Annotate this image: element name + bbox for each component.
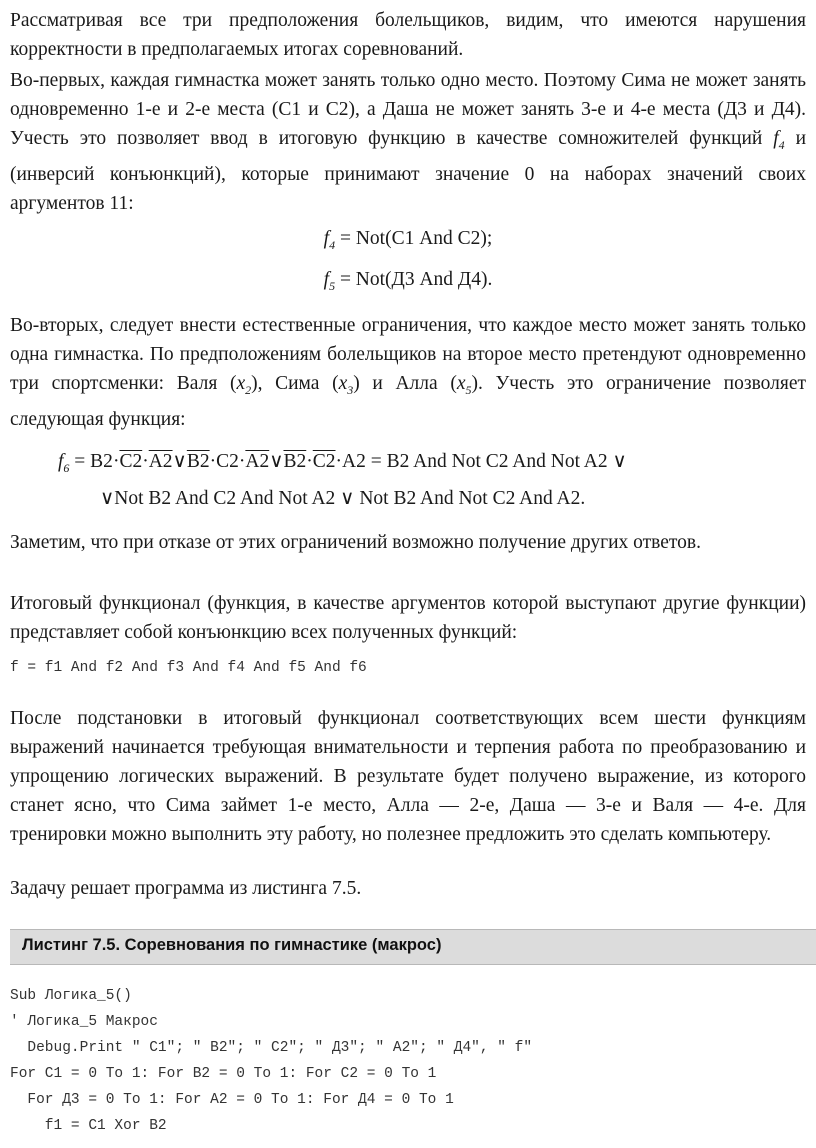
equation-f4: $f_4 = Not(С1$ And С2); xyxy=(323,228,493,252)
listing-title: Листинг 7.5. Соревнования по гимнастике (макрос) xyxy=(22,936,442,954)
code-line: f1 = C1 Xor B2 xyxy=(10,1118,167,1134)
listing-header xyxy=(10,929,816,965)
code-line: For Д3 = 0 To 1: For A2 = 0 To 1: For Д4 = 0 To 1 xyxy=(10,1092,454,1108)
paragraph-note: Заметим, что при отказе от этих ограничений возможно получение других ответов. xyxy=(10,532,701,553)
paragraph-first-constraint: Во-первых, каждая гимнастка может занять только одно место. Поэтому Сима не может занять одновременно 1-е и 2-е места (С1 и С2), а Даша не может занять 3-е и 4-е места (Д3 и Д4). Учесть это позволяет ввод в итоговую функцию в качестве сомножителей функций $f_4$ и (инверсий конъюнкций), которые принимают значение 0 на наборах значений своих аргументов 11: xyxy=(10,70,807,214)
paragraph-program-ref: Задачу решает программа из листинга 7.5. xyxy=(10,878,362,899)
code-line: For C1 = 0 To 1: For B2 = 0 To 1: For C2 = 0 To 1 xyxy=(10,1066,437,1082)
equation-f5: $f_5 = Not(Д3$ And Д4). xyxy=(323,269,493,293)
code-line: Debug.Print " C1"; " B2"; " C2"; " Д3"; " A2"; " Д4", " f" xyxy=(10,1040,533,1056)
paragraph-second-constraint: Во-вторых, следует внести естественные ограничения, что каждое место может занять только одна гимнастка. По предположениям болельщиков на второе место претендуют одновременно три спортсменки: Валя $(x_2)$, Сима $(x_3)$ и Алла $(x_5)$. Учесть это ограничение позволяет следующая функция: xyxy=(10,315,807,430)
equation-f6-line1: $f_6$ = B2·C2·A2∨B2·C2·A2∨B2·C2·A2 = B2 And Not C2 And Not A2 ∨ xyxy=(58,451,627,475)
paragraph-functional: Итоговый функционал (функция, в качестве аргументов которой выступают другие функции) представляет собой конъюнкцию всех полученных функций: xyxy=(10,593,806,643)
code-line: Sub Логика_5() xyxy=(10,988,132,1004)
paragraph-intro: Рассматривая все три предположения болельщиков, видим, что имеются нарушения корректности в предполагаемых итогах соревнований. xyxy=(10,10,806,60)
equation-f6-line2: ∨Not B2 And C2 And Not A2 ∨ Not B2 And Not C2 And A2. xyxy=(100,488,586,509)
code-line: ' Логика_5 Макрос xyxy=(10,1014,158,1030)
paragraph-conclusion: После подстановки в итоговый функционал соответствующих всем шести функциям выражений начинается требующая внимательности и терпения работа по преобразованию и упрощению логических выражений. В результате будет получено выражение, из которого станет ясно, что Сима займет 1-е место, Алла — 2-е, Даша — 3-е и Валя — 4-е. Для тренировки можно выполнить эту работу, но полезнее предложить это сделать компьютеру. xyxy=(10,708,806,845)
code-formula: f = f1 And f2 And f3 And f4 And f5 And f6 xyxy=(10,660,367,676)
